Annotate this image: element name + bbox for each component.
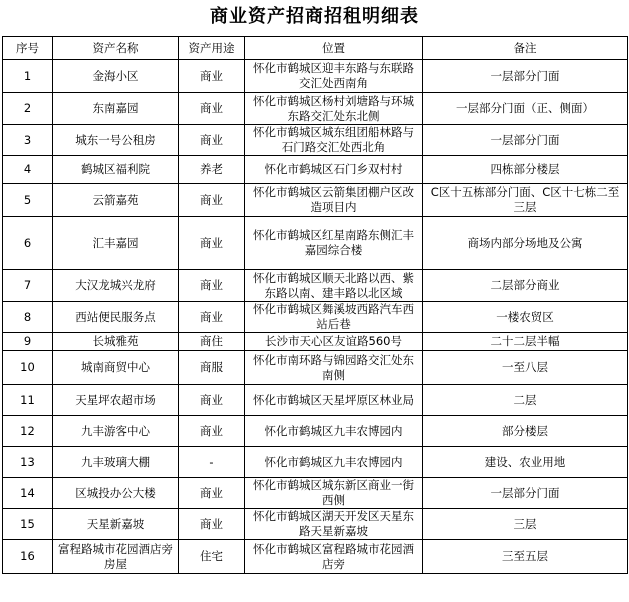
cell-location: 怀化市鹤城区九丰农博园内 <box>245 447 423 478</box>
cell-use: 商业 <box>179 270 245 302</box>
cell-no: 12 <box>3 416 53 447</box>
cell-location: 怀化市南环路与锦园路交汇处东南侧 <box>245 351 423 385</box>
table-row <box>3 509 628 540</box>
cell-use: 商业 <box>179 416 245 447</box>
cell-note: 商场内部分场地及公寓 <box>423 217 628 270</box>
table-row <box>3 351 628 385</box>
table-row <box>3 184 628 217</box>
cell-note: 一至八层 <box>423 351 628 385</box>
cell-location: 怀化市鹤城区天星坪原区林业局 <box>245 385 423 416</box>
table-row <box>3 333 628 351</box>
cell-use: 商业 <box>179 509 245 540</box>
cell-note: 部分楼层 <box>423 416 628 447</box>
cell-note: 二层 <box>423 385 628 416</box>
cell-no: 3 <box>3 125 53 156</box>
header-row <box>3 37 628 60</box>
cell-note: 二层部分商业 <box>423 270 628 302</box>
cell-location: 怀化市鹤城区迎丰东路与东联路交汇处西南角 <box>245 60 423 93</box>
cell-location: 怀化市鹤城区顺天北路以西、紫东路以南、建丰路以北区域 <box>245 270 423 302</box>
cell-use: - <box>179 447 245 478</box>
cell-use: 养老 <box>179 156 245 184</box>
cell-name: 大汉龙城兴龙府 <box>53 270 179 302</box>
cell-location: 怀化市鹤城区红星南路东侧汇丰嘉园综合楼 <box>245 217 423 270</box>
cell-name: 九丰玻璃大棚 <box>53 447 179 478</box>
header-name: 资产名称 <box>53 37 179 60</box>
cell-no: 16 <box>3 540 53 574</box>
cell-no: 2 <box>3 93 53 125</box>
cell-note: C区十五栋部分门面、C区十七栋二至三层 <box>423 184 628 217</box>
cell-use: 住宅 <box>179 540 245 574</box>
cell-no: 9 <box>3 333 53 351</box>
table-row <box>3 125 628 156</box>
cell-use: 商住 <box>179 333 245 351</box>
cell-location: 怀化市鹤城区石门乡双村村 <box>245 156 423 184</box>
cell-use: 商业 <box>179 302 245 333</box>
cell-location: 怀化市鹤城区杨村刘塘路与环城东路交汇处东北侧 <box>245 93 423 125</box>
header-use: 资产用途 <box>179 37 245 60</box>
cell-name: 汇丰嘉园 <box>53 217 179 270</box>
cell-no: 11 <box>3 385 53 416</box>
cell-use: 商业 <box>179 60 245 93</box>
cell-note: 一层部分门面 <box>423 60 628 93</box>
cell-location: 怀化市鹤城区城东组团船林路与石门路交汇处西北角 <box>245 125 423 156</box>
cell-no: 13 <box>3 447 53 478</box>
table-row <box>3 156 628 184</box>
table-row <box>3 416 628 447</box>
header-note: 备注 <box>423 37 628 60</box>
table-row <box>3 93 628 125</box>
table-row <box>3 478 628 509</box>
cell-name: 长城雅苑 <box>53 333 179 351</box>
header-location: 位置 <box>245 37 423 60</box>
header-no: 序号 <box>3 37 53 60</box>
cell-name: 东南嘉园 <box>53 93 179 125</box>
table-row <box>3 60 628 93</box>
cell-use: 商业 <box>179 217 245 270</box>
cell-no: 14 <box>3 478 53 509</box>
cell-use: 商业 <box>179 385 245 416</box>
cell-use: 商服 <box>179 351 245 385</box>
cell-name: 富程路城市花园酒店旁房屋 <box>53 540 179 574</box>
cell-note: 三层 <box>423 509 628 540</box>
table-row <box>3 385 628 416</box>
cell-location: 怀化市鹤城区云箭集团棚户区改造项目内 <box>245 184 423 217</box>
cell-no: 7 <box>3 270 53 302</box>
table-row <box>3 217 628 270</box>
cell-no: 8 <box>3 302 53 333</box>
cell-location: 怀化市鹤城区富程路城市花园酒店旁 <box>245 540 423 574</box>
cell-note: 四栋部分楼层 <box>423 156 628 184</box>
cell-note: 三至五层 <box>423 540 628 574</box>
asset-table <box>2 36 628 574</box>
cell-no: 5 <box>3 184 53 217</box>
cell-no: 1 <box>3 60 53 93</box>
cell-name: 天星新嘉坡 <box>53 509 179 540</box>
cell-use: 商业 <box>179 125 245 156</box>
cell-note: 一楼农贸区 <box>423 302 628 333</box>
table-title: 商业资产招商招租明细表 <box>210 6 419 27</box>
cell-note: 二十二层半幅 <box>423 333 628 351</box>
cell-location: 怀化市鹤城区九丰农博园内 <box>245 416 423 447</box>
cell-no: 15 <box>3 509 53 540</box>
cell-location: 怀化市鹤城区城东新区商业一街西侧 <box>245 478 423 509</box>
cell-name: 城东一号公租房 <box>53 125 179 156</box>
cell-no: 10 <box>3 351 53 385</box>
cell-no: 4 <box>3 156 53 184</box>
table-row <box>3 540 628 574</box>
cell-location: 长沙市天心区友谊路560号 <box>245 333 423 351</box>
cell-name: 云箭嘉苑 <box>53 184 179 217</box>
cell-name: 九丰游客中心 <box>53 416 179 447</box>
cell-name: 西站便民服务点 <box>53 302 179 333</box>
cell-name: 区城投办公大楼 <box>53 478 179 509</box>
cell-use: 商业 <box>179 93 245 125</box>
table-row <box>3 447 628 478</box>
cell-note: 建设、农业用地 <box>423 447 628 478</box>
cell-note: 一层部分门面 <box>423 125 628 156</box>
cell-name: 金海小区 <box>53 60 179 93</box>
cell-use: 商业 <box>179 184 245 217</box>
cell-name: 天星坪农超市场 <box>53 385 179 416</box>
table-row <box>3 270 628 302</box>
cell-note: 一层部分门面 <box>423 478 628 509</box>
cell-no: 6 <box>3 217 53 270</box>
cell-use: 商业 <box>179 478 245 509</box>
cell-location: 怀化市鹤城区湖天开发区天星东路天星新嘉坡 <box>245 509 423 540</box>
cell-name: 鹤城区福利院 <box>53 156 179 184</box>
cell-location: 怀化市鹤城区舞溪坡西路汽车西站后巷 <box>245 302 423 333</box>
table-row <box>3 302 628 333</box>
cell-note: 一层部分门面（正、侧面） <box>423 93 628 125</box>
cell-name: 城南商贸中心 <box>53 351 179 385</box>
